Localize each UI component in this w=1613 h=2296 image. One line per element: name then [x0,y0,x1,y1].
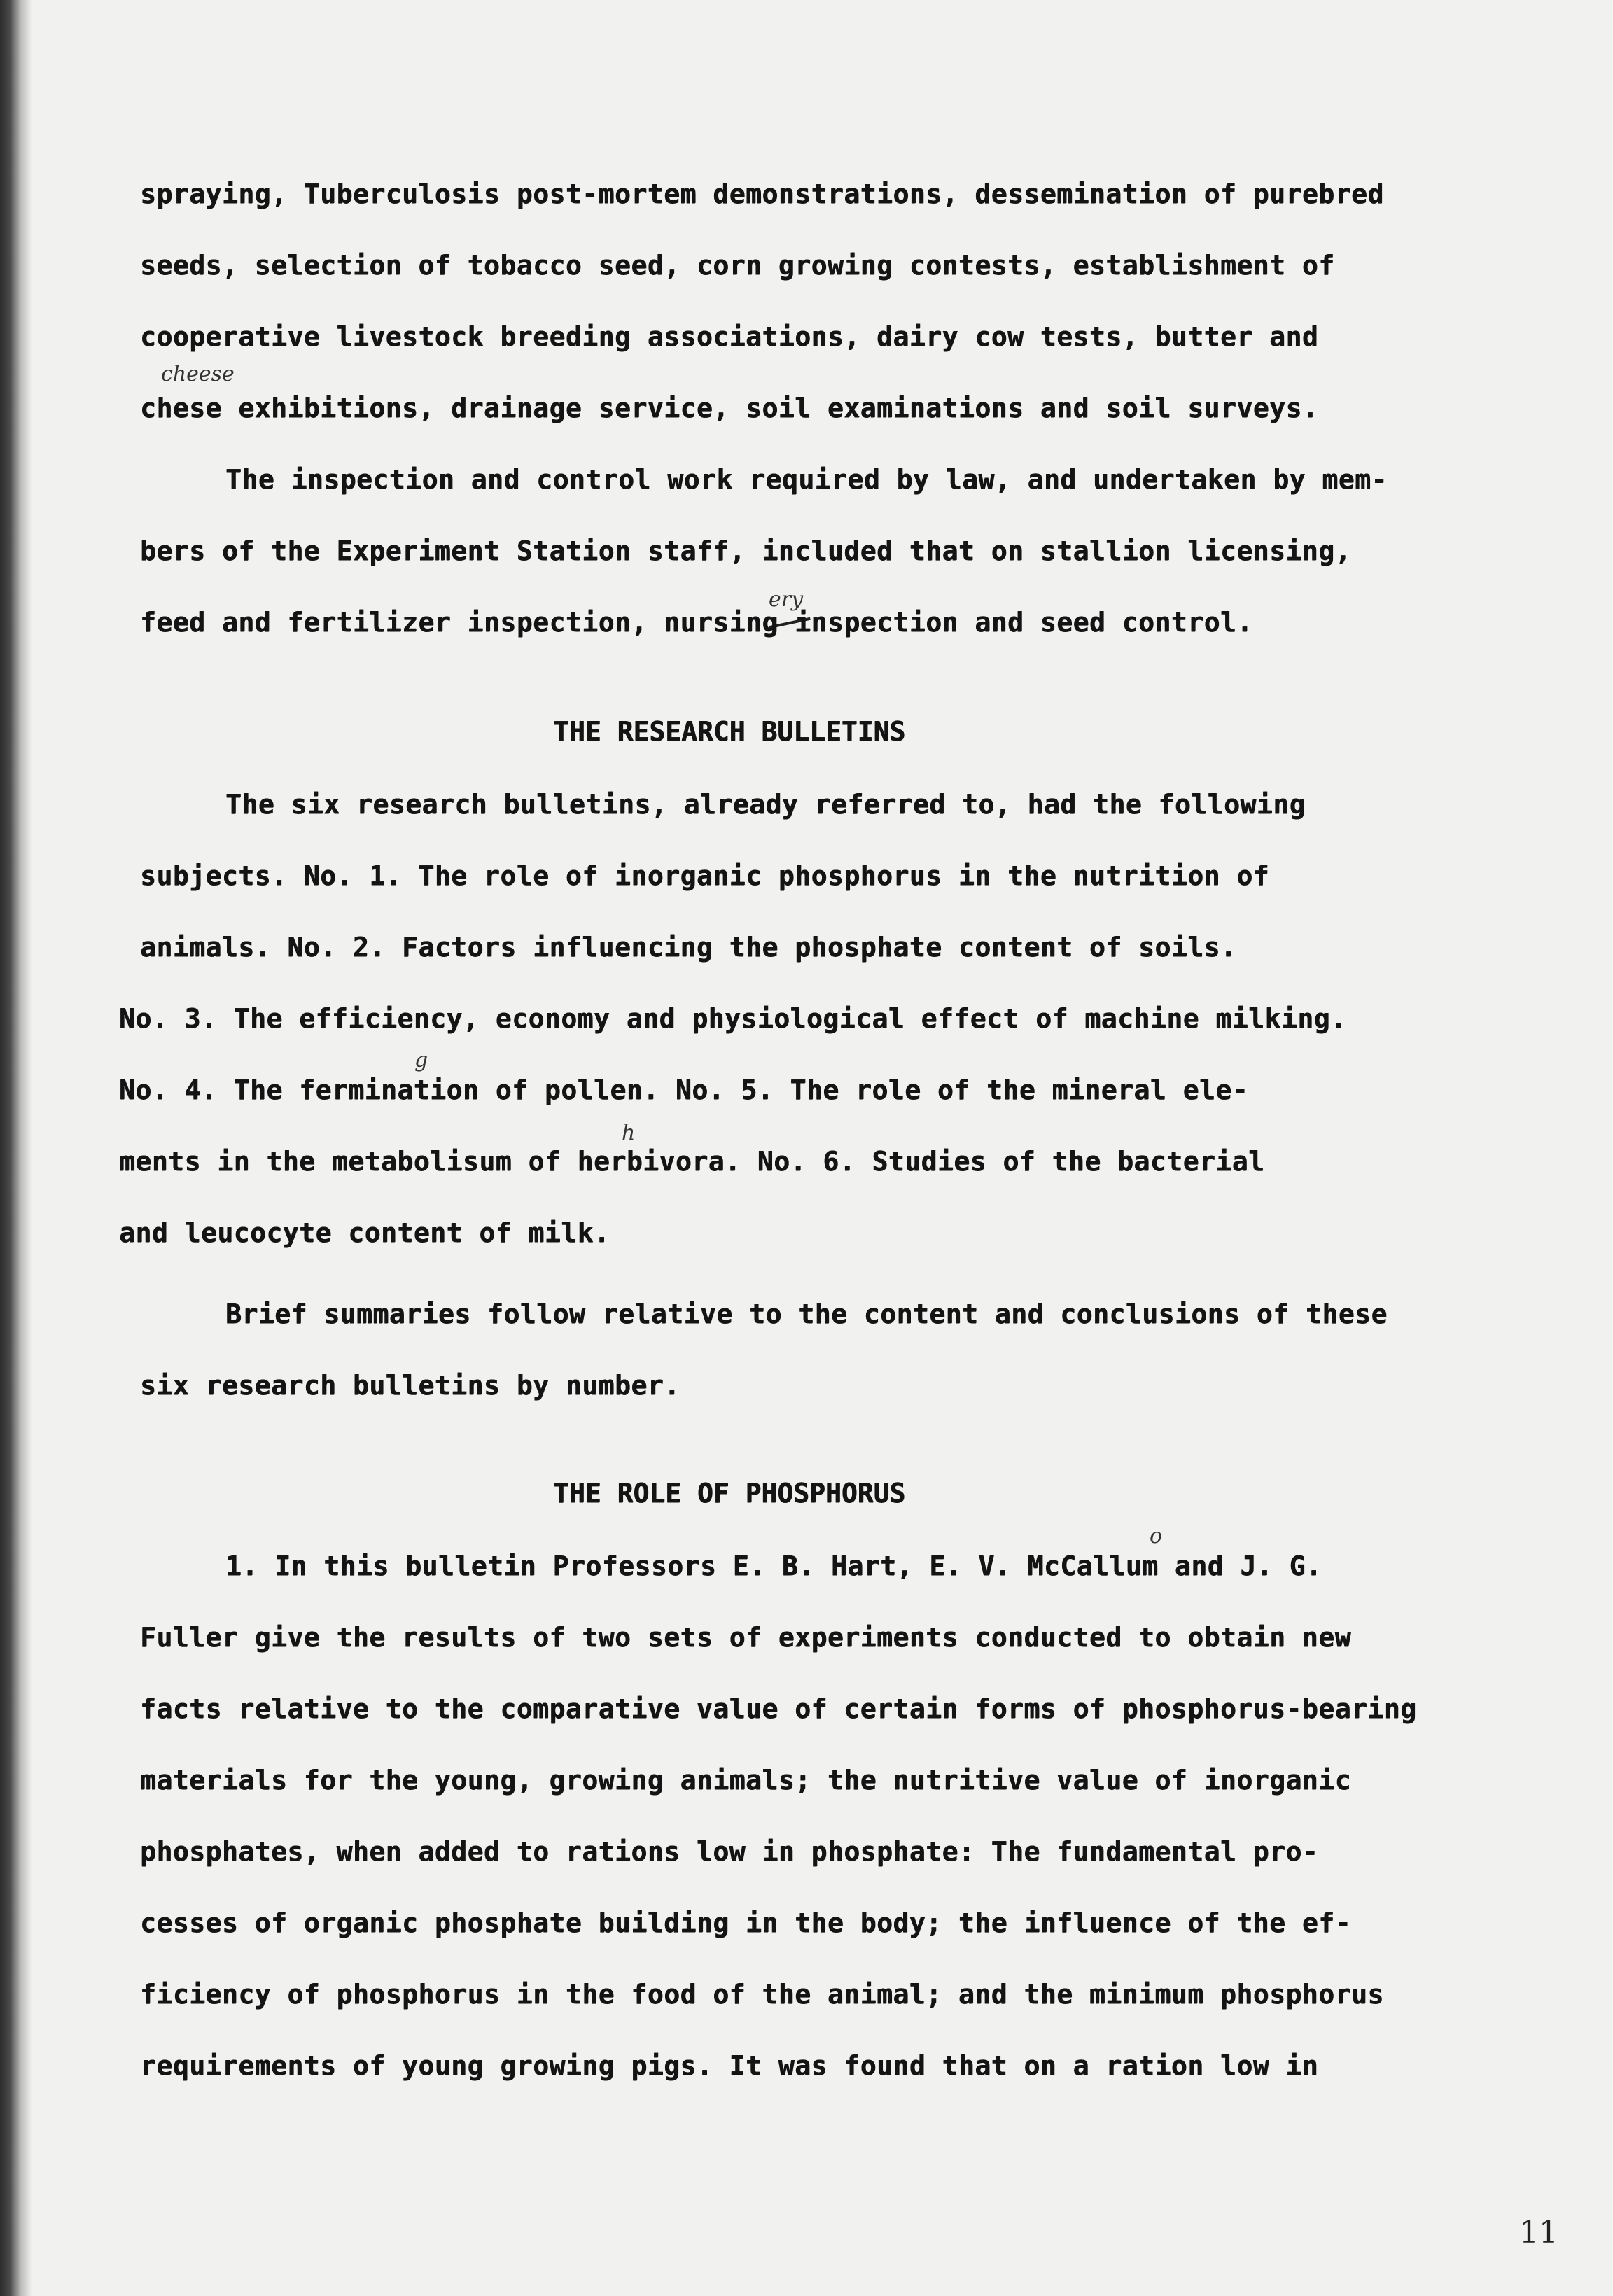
handwritten-mccollum-correction: o [1150,1524,1163,1548]
bulletins-line-6: ments in the metabolisum of herbivora. No. 6. Studies of the bacterial [119,1146,1265,1177]
handwritten-cheese-correction: cheese [161,362,235,386]
bulletins-line-3: animals. No. 2. Factors influencing the phosphate content of soils. [140,932,1237,962]
phosphorus-line-8: requirements of young growing pigs. It was found that on a ration low in [140,2050,1319,2081]
bulletins-line-1: The six research bulletins, already referred to, had the following [225,789,1306,820]
intro-line-4: chese exhibitions, drainage service, soil examinations and soil surveys. [140,393,1319,424]
phosphorus-line-3: facts relative to the comparative value of certain forms of phosphorus-bearing [140,1693,1417,1724]
intro-line-1: spraying, Tuberculosis post-mortem demonstrations, dessemination of purebred [140,178,1384,209]
inspection-line-1: The inspection and control work required by law, and undertaken by mem- [225,464,1388,495]
handwritten-germination-correction: g [414,1048,428,1072]
inspection-line-3: feed and fertilizer inspection, nursing inspection and seed control. [140,607,1253,638]
intro-line-2: seeds, selection of tobacco seed, corn growing contests, establishment of [140,250,1335,281]
phosphorus-line-7: ficiency of phosphorus in the food of the animal; and the minimum phosphorus [140,1979,1384,2010]
summaries-line-1: Brief summaries follow relative to the content and conclusions of these [225,1298,1388,1329]
heading-research-bulletins: THE RESEARCH BULLETINS [553,716,906,747]
summaries-line-2: six research bulletins by number. [140,1370,680,1401]
bulletins-line-7: and leucocyte content of milk. [119,1217,610,1248]
bulletins-line-4: No. 3. The efficiency, economy and physiological effect of machine milking. [119,1003,1347,1034]
inspection-line-2: bers of the Experiment Station staff, included that on stallion licensing, [140,536,1351,566]
handwritten-herbivora-correction: h [622,1121,636,1145]
intro-line-3: cooperative livestock breeding associations, dairy cow tests, butter and [140,321,1319,352]
phosphorus-line-5: phosphates, when added to rations low in phosphate: The fundamental pro- [140,1836,1319,1867]
handwritten-nursery-correction: ery [769,587,804,612]
phosphorus-line-1: 1. In this bulletin Professors E. B. Hart, E. V. McCallum and J. G. [225,1550,1322,1581]
phosphorus-line-6: cesses of organic phosphate building in the body; the influence of the ef- [140,1907,1351,1938]
page-number: 11 [1519,2215,1558,2250]
heading-role-of-phosphorus: THE ROLE OF PHOSPHORUS [553,1478,906,1508]
scan-left-edge [0,0,32,2296]
bulletins-line-5: No. 4. The fermination of pollen. No. 5. The role of the mineral ele- [119,1074,1249,1105]
bulletins-line-2: subjects. No. 1. The role of inorganic phosphorus in the nutrition of [140,860,1270,891]
phosphorus-line-4: materials for the young, growing animals; the nutritive value of inorganic [140,1765,1351,1795]
phosphorus-line-2: Fuller give the results of two sets of experiments conducted to obtain new [140,1622,1351,1653]
